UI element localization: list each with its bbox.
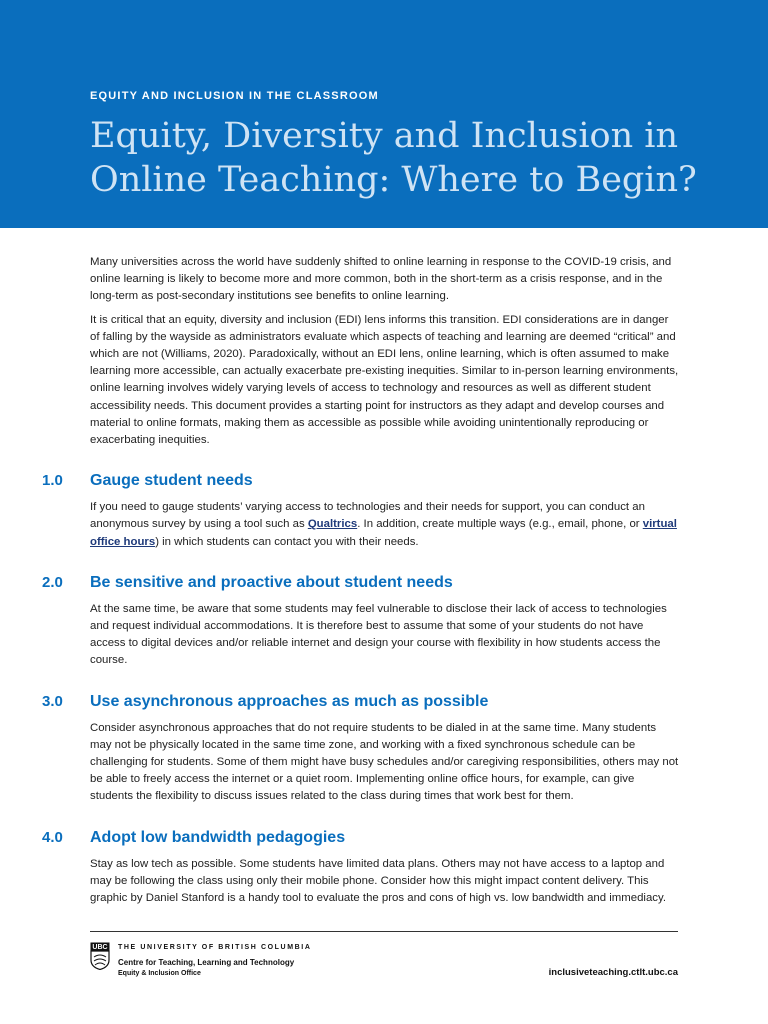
section-low-bandwidth [42,828,680,908]
office-name: Equity & Inclusion Office [118,970,201,977]
section-sensitive-proactive [42,573,680,670]
section-paragraph [90,499,680,551]
ubc-crest-icon [90,942,110,970]
paragraph-text: . In addition, create multiple ways (e.g., email, phone, or [357,518,643,531]
section-gauge-needs [42,471,680,551]
document-body [42,254,680,913]
section-number: 4.0 [42,828,63,846]
paragraph-text: ) in which students can contact you with their needs. [155,535,419,548]
paragraph-text: If you need to gauge students’ varying access to technologies and their needs for support, you can conduct an anonymous survey by using a tool such as [90,501,645,531]
footer-divider [90,931,678,932]
title-line-2: Online Teaching: Where to Begin? [90,160,697,200]
header-banner [0,0,768,228]
section-paragraph: Consider asynchronous approaches that do not require students to be dialed in at the same time. Many students may not be physically located in the same time zone, and working with a fixed synchronous schedule can be challenging for students. Some of them might have busy schedules and/or caregiving responsibilities, others may not be able to freely access the internet or a quiet room. Implementing online office hours, for example, can give students the flexibility to discuss issues related to the class during times that work best for them. [90,721,679,803]
title-line-1: Equity, Diversity and Inclusion in [90,116,678,156]
section-title: Adopt low bandwidth pedagogies [90,828,346,846]
section-number: 2.0 [42,573,63,591]
series-label: EQUITY AND INCLUSION IN THE CLASSROOM [90,90,379,102]
qualtrics-link[interactable]: Qualtrics [307,518,358,531]
section-title: Gauge student needs [90,472,253,490]
ubc-logo-text: UBC [92,944,108,951]
section-paragraph: At the same time, be aware that some students may feel vulnerable to disclose their lack of access to technologies and request individual accommodations. It is therefore best to assume that some of your students do not have access to digital devices and/or reliable internet and design your course with flexibility in how students access the course. [90,602,667,667]
website-url[interactable]: inclusiveteaching.ctlt.ubc.ca [548,967,678,978]
centre-name: Centre for Teaching, Learning and Technology [118,958,295,967]
section-asynchronous [42,692,680,806]
virtual-office-hours-link[interactable]: virtual office hours [90,518,677,548]
section-title: Use asynchronous approaches as much as possible [90,692,489,710]
section-number: 1.0 [42,472,63,490]
intro-paragraph-2: It is critical that an equity, diversity and inclusion (EDI) lens informs this transition. EDI considerations are in danger of falling by the wayside as administrators evaluate which aspects of teaching and learning are deemed “critical” and which are not (Williams, 2020). Paradoxically, without an EDI lens, online learning, which is often assumed to make learning more accessible, can actually exacerbate pre-existing inequities. Similar to in-person learning environments, online learning involves widely varying levels of access to technology and resources as well as different student accessibility needs. This document provides a starting point for instructors as they adapt and develop courses and material to online formats, making them as accessible as possible while avoiding unintentionally reproducing or exacerbating inequities. [90,313,679,447]
section-number: 3.0 [42,692,63,710]
section-paragraph: Stay as low tech as possible. Some students have limited data plans. Others may not have access to a laptop and may be following the class using only their mobile phone. Consider how this might impact content delivery. This graphic by Daniel Stanford is a handy tool to evaluate the pros and cons of high vs. low bandwidth and immediacy. [90,857,666,905]
university-name: THE UNIVERSITY OF BRITISH COLUMBIA [118,944,312,951]
section-title: Be sensitive and proactive about student needs [90,573,453,591]
document-title [90,114,750,202]
intro-paragraph-1: Many universities across the world have suddenly shifted to online learning in response to the COVID-19 crisis, and online learning is likely to become more and more common, both in the short-term as a crisis response, and in the long-term as post-secondary institutions see benefits to online learning. [90,256,672,303]
